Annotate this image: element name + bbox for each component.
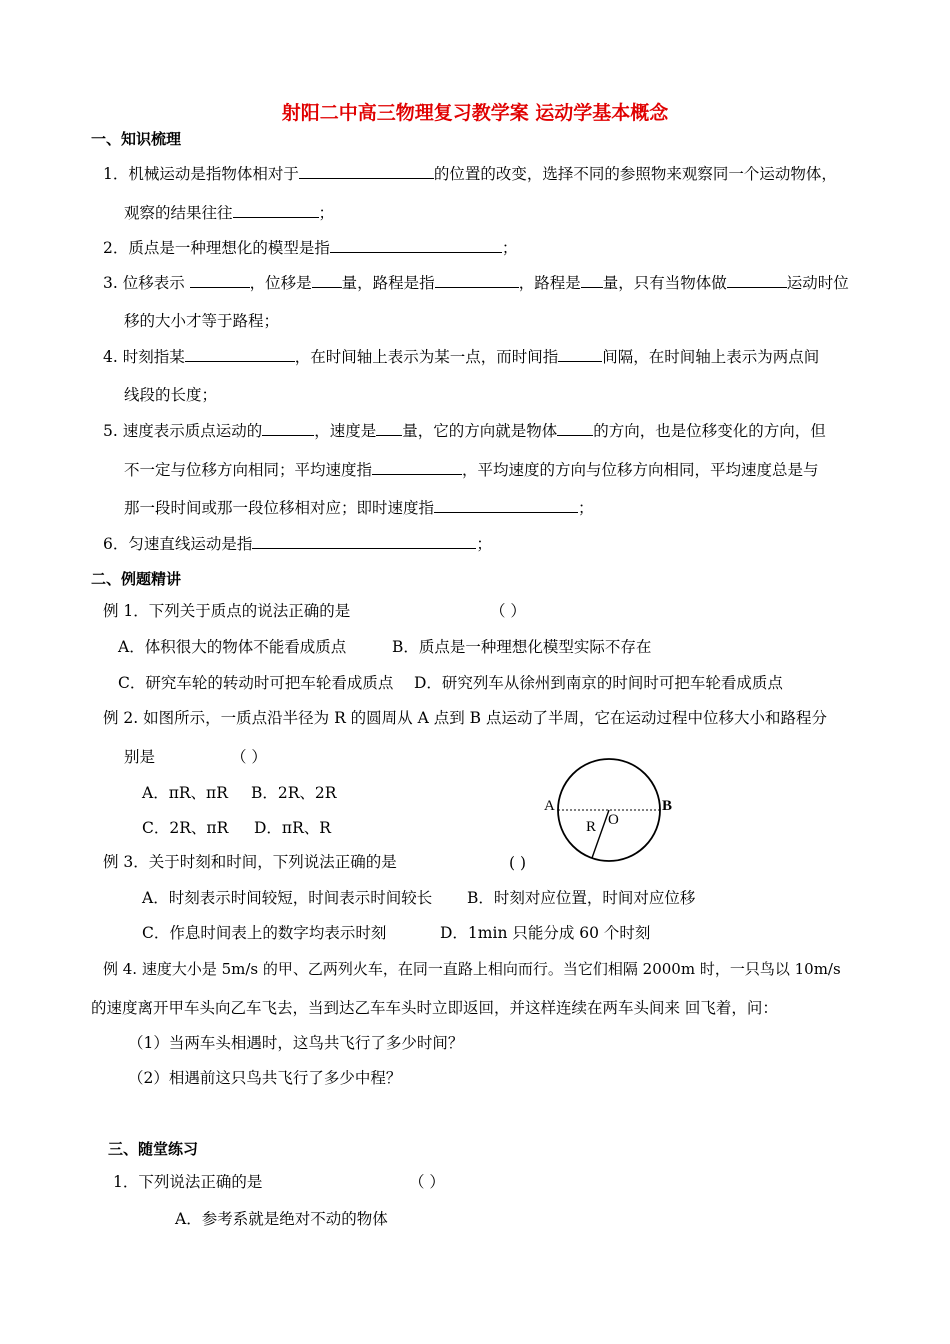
blank	[299, 163, 434, 179]
ex3-option-c: C．作息时间表上的数字均表示时刻	[142, 924, 387, 942]
blank	[727, 272, 787, 288]
ex1-option-c: C．研究车轮的转动时可把车轮看成质点	[118, 674, 394, 692]
q5-line2: 不一定与位移方向相同；平均速度指 ，平均速度的方向与位移方向相同，平均速度总是与	[124, 461, 819, 479]
q3-line1: 3. 位移表示 ，位移是 量，路程是指 ，路程是 量，只有当物体做 运动时位	[103, 274, 849, 292]
q5-line3: 那一段时间或那一段位移相对应；即时速度指 ；	[124, 499, 594, 517]
p1-answer-paren: （ ）	[409, 1173, 445, 1191]
blank	[435, 272, 519, 288]
p1-option-a: A．参考系就是绝对不动的物体	[175, 1210, 388, 1228]
ex4-sub1: （1）当两车头相遇时，这鸟共飞行了多少时间？	[128, 1034, 464, 1052]
ex2-option-c: C．2R、πR	[142, 819, 229, 837]
blank	[252, 533, 476, 549]
q6-line: 6．匀速直线运动是指 ；	[103, 535, 492, 553]
blank	[557, 420, 593, 436]
ex3-option-a: A．时刻表示时间较短，时间表示时间较长	[142, 889, 433, 907]
section-heading-examples: 二、例题精讲	[91, 570, 182, 588]
ex1-option-d: D．研究列车从徐州到南京的时间时可把车轮看成质点	[414, 674, 783, 692]
ex1-question: 例 1．下列关于质点的说法正确的是	[103, 602, 351, 620]
page-title: 射阳二中高三物理复习教学案 运动学基本概念	[281, 102, 669, 124]
label-o: O	[608, 812, 619, 828]
blank	[558, 346, 602, 362]
ex2-option-b: B．2R、2R	[251, 784, 337, 802]
q4-line1: 4. 时刻指某 ，在时间轴上表示为某一点，而时间指 间隔，在时间轴上表示为两点间	[103, 348, 820, 366]
q5-line1: 5. 速度表示质点运动的 ，速度是 量，它的方向就是物体 的方向，也是位移变化的方向，但	[103, 422, 826, 440]
ex4-line2: 的速度离开甲车头向乙车飞去，当到达乙车车头时立即返回，并这样连续在两车头间来 回飞着，问：	[91, 999, 778, 1017]
blank	[312, 272, 342, 288]
blank	[185, 346, 295, 362]
blank	[581, 272, 603, 288]
ex1-option-b: B．质点是一种理想化模型实际不存在	[392, 638, 652, 656]
section-heading-practice: 三、随堂练习	[108, 1140, 199, 1158]
blank	[262, 420, 314, 436]
ex3-question: 例 3．关于时刻和时间，下列说法正确的是	[103, 853, 397, 871]
ex1-answer-paren: （ ）	[490, 602, 526, 620]
ex3-option-b: B．时刻对应位置，时间对应位移	[467, 889, 696, 907]
blank	[330, 237, 502, 253]
q1-line2: 观察的结果往往 ；	[124, 204, 335, 222]
label-a: A	[544, 798, 555, 814]
label-b: B	[662, 798, 673, 814]
ex3-answer-paren: ( )	[509, 854, 527, 872]
ex2-option-a: A．πR、πR	[142, 784, 228, 802]
blank	[376, 420, 402, 436]
ex2-option-d: D．πR、R	[254, 819, 331, 837]
ex4-line1: 例 4. 速度大小是 5m/s 的甲、乙两列火车，在同一直路上相向而行。当它们相隔 2000m 时，一只鸟以 10m/s	[103, 960, 841, 978]
ex2-question: 例 2. 如图所示，一质点沿半径为 R 的圆周从 A 点到 B 点运动了半周，它在运动过程中位移大小和路程分	[103, 709, 827, 727]
ex3-option-d: D．1min 只能分成 60 个时刻	[440, 924, 651, 942]
q2-line: 2．质点是一种理想化的模型是指 ；	[103, 239, 518, 257]
blank	[372, 459, 462, 475]
blank	[233, 202, 319, 218]
p1-question: 1．下列说法正确的是	[113, 1173, 263, 1191]
circle-figure	[535, 755, 685, 865]
ex2-answer-paren: （ ）	[231, 748, 267, 766]
section-heading-knowledge: 一、知识梳理	[91, 130, 182, 148]
q4-line2: 线段的长度；	[124, 386, 218, 404]
q1-line1: 1．机械运动是指物体相对于 的位置的改变，选择不同的参照物来观察同一个运动物体，	[103, 165, 837, 183]
blank	[190, 272, 250, 288]
label-r: R	[586, 819, 597, 835]
ex2-question-cont: 别是	[124, 748, 156, 766]
blank	[434, 497, 578, 513]
ex4-sub2: （2）相遇前这只鸟共飞行了多少中程？	[128, 1069, 402, 1087]
q3-line2: 移的大小才等于路程；	[124, 312, 280, 330]
ex1-option-a: A．体积很大的物体不能看成质点	[118, 638, 347, 656]
